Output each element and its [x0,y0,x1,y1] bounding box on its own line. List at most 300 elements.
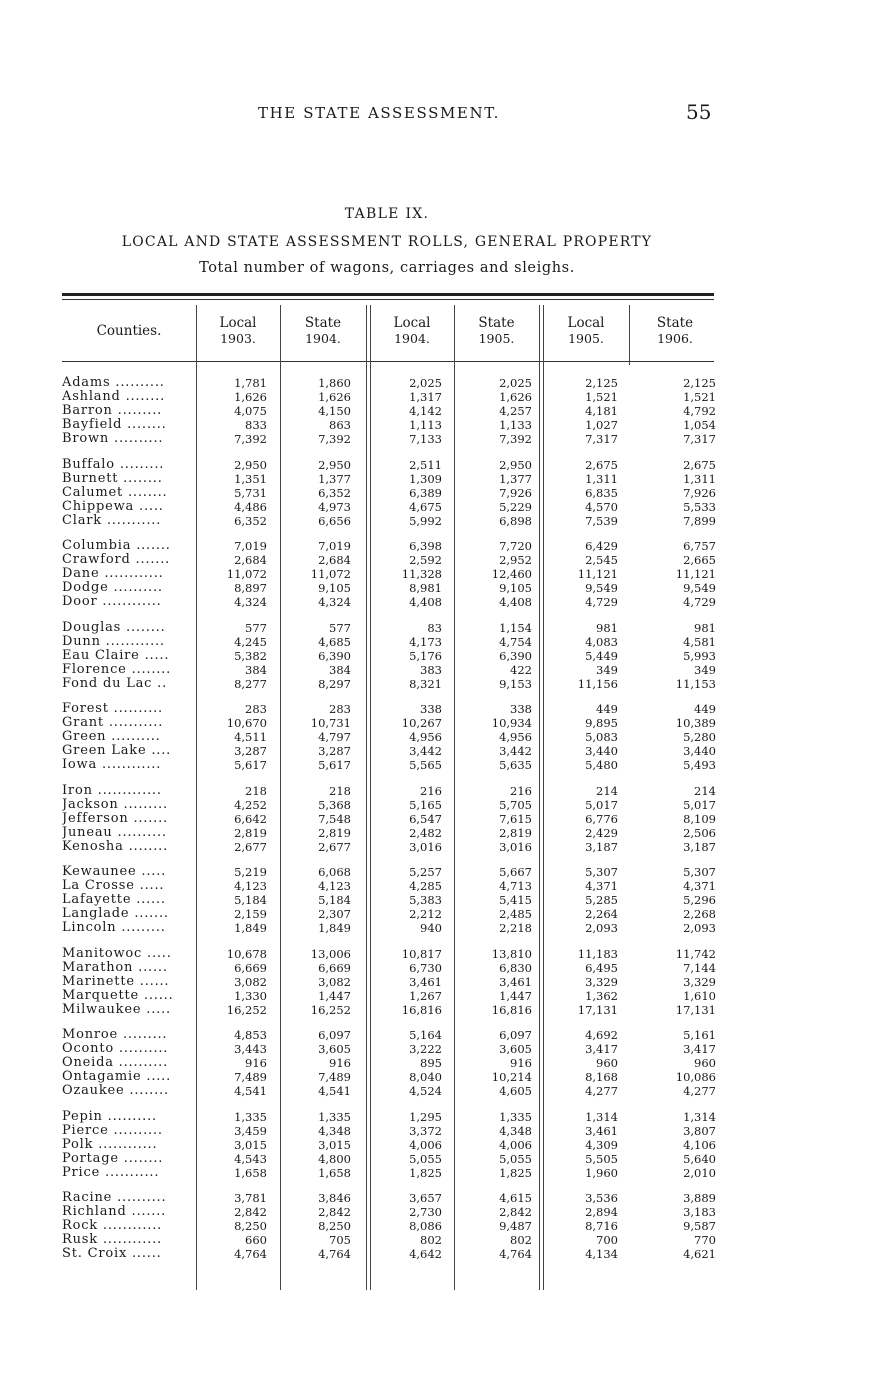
table-cell: 4,685 [318,634,351,649]
table-cell: 4,524 [409,1084,442,1098]
table-cell: 1,781 [234,376,267,390]
table-cell: 5,617 [318,758,351,772]
table-row [62,1138,722,1152]
column-header-state-1904 [280,316,366,346]
table-cell: 4,764 [234,1247,267,1261]
table-row [62,1247,722,1261]
column-header-label: State [656,315,694,331]
table-cell: 11,072 [226,567,267,581]
table-cell: 283 [245,702,267,716]
table-cell: 4,075 [234,404,267,418]
column-header-local-1903 [196,316,280,346]
table-row [62,1084,722,1098]
table-cell: 2,545 [585,553,618,567]
table-row [62,458,722,472]
table-cell: 383 [420,662,442,677]
column-header-counties [62,324,196,339]
county-name: Marquette ...... [62,988,174,1003]
county-name: Grant ........... [62,716,164,730]
table-cell: 4,792 [683,404,716,418]
table-cell: 218 [329,783,351,798]
table-cell: 3,440 [683,744,716,758]
table-cell: 5,164 [409,1028,442,1042]
table-cell: 11,183 [577,946,618,961]
table-cell: 449 [596,702,618,716]
table-cell: 770 [694,1233,716,1247]
table-cell: 4,371 [683,879,716,893]
table-cell: 3,082 [234,974,267,989]
table-cell: 83 [427,620,442,635]
table-cell: 6,390 [499,648,532,663]
column-header-label: State [304,315,342,331]
table-cell: 960 [596,1056,618,1070]
table-cell: 4,277 [683,1084,716,1098]
table-row [62,826,722,840]
table-cell: 5,055 [409,1151,442,1166]
page-number: 55 [686,100,712,124]
table-cell: 1,330 [234,988,267,1003]
table-cell: 2,842 [318,1205,351,1219]
table-cell: 4,348 [499,1123,532,1138]
column-header-local-1904 [370,316,454,346]
table-cell: 1,113 [409,418,442,432]
table-cell: 5,285 [585,893,618,907]
table-cell: 3,781 [234,1191,267,1205]
table-cell: 1,658 [234,1165,267,1180]
table-cell: 5,505 [585,1151,618,1166]
table-cell: 4,675 [409,499,442,514]
table-cell: 214 [694,783,716,798]
county-name: Rock ............ [62,1219,163,1233]
table-cell: 8,109 [683,811,716,826]
table-cell: 3,657 [409,1191,442,1205]
table-row [62,812,722,826]
table-cell: 4,581 [683,634,716,649]
top-rule [62,293,714,296]
table-row [62,1110,722,1124]
county-name: Iron ............. [62,783,162,798]
table-cell: 6,097 [318,1028,351,1042]
table-row [62,907,722,921]
table-cell: 4,511 [234,730,267,744]
table-cell: 4,486 [234,499,267,514]
county-name: Jefferson ....... [62,811,168,826]
table-row [62,961,722,975]
table-cell: 4,729 [683,595,716,609]
table-cell: 7,539 [585,513,618,528]
table-cell: 338 [420,702,442,716]
county-name: Ontagamie ..... [62,1070,172,1084]
table-cell: 1,314 [683,1109,716,1124]
table-cell: 2,842 [234,1205,267,1219]
table-row [62,989,722,1003]
table-cell: 218 [245,783,267,798]
table-row [62,1152,722,1166]
table-cell: 349 [694,662,716,677]
row-group [62,621,722,691]
table-cell: 1,133 [499,418,532,432]
table-cell: 2,506 [683,825,716,840]
table-cell: 7,489 [318,1070,351,1084]
table-cell: 4,713 [499,879,532,893]
table-cell: 4,692 [585,1028,618,1042]
table-cell: 2,212 [409,907,442,921]
table-cell: 1,362 [585,988,618,1003]
county-name: Pierce .......... [62,1123,163,1138]
table-row [62,595,722,609]
table-cell: 2,675 [585,457,618,472]
table-row [62,1233,722,1247]
table-cell: 1,447 [499,988,532,1003]
table-cell: 11,072 [310,567,351,581]
table-row [62,1191,722,1205]
table-cell: 2,819 [499,825,532,840]
table-cell: 5,383 [409,893,442,907]
table-cell: 3,536 [585,1191,618,1205]
table-cell: 5,493 [683,758,716,772]
table-row [62,893,722,907]
county-name: Fond du Lac .. [62,676,168,691]
table-cell: 4,006 [409,1137,442,1152]
table-row [62,432,722,446]
table-cell: 3,082 [318,974,351,989]
table-cell: 3,417 [585,1042,618,1056]
table-cell: 4,257 [499,404,532,418]
table-cell: 3,889 [683,1191,716,1205]
table-cell: 8,040 [409,1070,442,1084]
table-cell: 5,533 [683,499,716,514]
table-cell: 1,377 [318,471,351,486]
table-cell: 6,390 [318,648,351,663]
row-group [62,865,722,935]
table-row [62,486,722,500]
county-name: Eau Claire ..... [62,648,170,663]
table-cell: 4,408 [409,595,442,609]
table-cell: 4,605 [499,1084,532,1098]
column-header-year: 1905. [478,331,515,346]
table-cell: 5,731 [234,485,267,500]
table-cell: 2,268 [683,907,716,921]
table-cell: 6,352 [318,485,351,500]
table-cell: 4,371 [585,879,618,893]
table-cell: 16,816 [491,1002,532,1017]
table-cell: 4,277 [585,1084,618,1098]
table-cell: 11,156 [577,676,618,691]
table-cell: 13,810 [491,946,532,961]
table-cell: 2,218 [499,921,532,935]
table-cell: 2,025 [499,376,532,390]
county-name: Pepin .......... [62,1109,157,1124]
table-cell: 6,495 [585,960,618,975]
table-cell: 4,956 [499,730,532,744]
column-header-local-1905 [543,316,629,346]
table-cell: 7,489 [234,1070,267,1084]
county-name: Dunn ............ [62,634,165,649]
table-cell: 4,173 [409,634,442,649]
table-cell: 3,372 [409,1123,442,1138]
table-cell: 4,800 [318,1151,351,1166]
table-cell: 10,934 [491,716,532,730]
table-cell: 5,083 [585,730,618,744]
table-row [62,635,722,649]
column-header-year: 1903. [220,331,256,346]
table-cell: 10,214 [491,1070,532,1084]
table-cell: 16,252 [310,1002,351,1017]
table-cell: 2,819 [234,825,267,840]
table-cell: 4,642 [409,1247,442,1261]
table-cell: 5,992 [409,513,442,528]
table-row [62,1028,722,1042]
table-cell: 4,309 [585,1137,618,1152]
table-cell: 1,027 [585,418,618,432]
table-cell: 4,543 [234,1151,267,1166]
column-header-year: 1904. [394,331,430,346]
table-cell: 6,547 [409,811,442,826]
table-cell: 2,675 [683,457,716,472]
table-cell: 8,250 [318,1219,351,1233]
county-name: Clark ........... [62,513,162,528]
table-cell: 2,482 [409,825,442,840]
table-row [62,879,722,893]
county-name: Green Lake .... [62,744,172,758]
county-name: Brown .......... [62,432,164,446]
table-cell: 9,549 [585,581,618,595]
table-cell: 7,317 [683,432,716,446]
table-cell: 1,377 [499,471,532,486]
table-cell: 5,705 [499,797,532,812]
table-cell: 4,853 [234,1028,267,1042]
table-cell: 700 [596,1233,618,1247]
table-cell: 338 [510,702,532,716]
table-cell: 2,025 [409,376,442,390]
column-header-state-1905 [454,316,539,346]
table-cell: 4,615 [499,1191,532,1205]
table-cell: 9,895 [585,716,618,730]
table-cell: 4,973 [318,499,351,514]
table-row [62,1219,722,1233]
county-name: La Crosse ..... [62,879,165,893]
table-subtitle: LOCAL AND STATE ASSESSMENT ROLLS, GENERAL PROPERTY [121,234,653,250]
table-cell: 6,898 [499,513,532,528]
table-cell: 5,017 [683,797,716,812]
table-cell: 7,720 [499,539,532,553]
county-name: Juneau .......... [62,825,167,840]
table-cell: 2,665 [683,553,716,567]
table-cell: 802 [510,1233,532,1247]
county-name: Marathon ...... [62,960,168,975]
county-name: Oneida .......... [62,1056,169,1070]
county-name: Jackson ......... [62,797,168,812]
top-rule-thin [62,299,714,300]
table-cell: 6,835 [585,485,618,500]
table-cell: 5,368 [318,797,351,812]
table-cell: 4,150 [318,404,351,418]
table-cell: 2,592 [409,553,442,567]
table-cell: 1,658 [318,1165,351,1180]
table-cell: 8,250 [234,1219,267,1233]
table-cell: 4,142 [409,404,442,418]
table-cell: 9,549 [683,581,716,595]
table-cell: 3,287 [318,744,351,758]
table-cell: 1,447 [318,988,351,1003]
table-cell: 3,015 [318,1137,351,1152]
table-cell: 384 [245,662,267,677]
table-cell: 1,825 [409,1165,442,1180]
table-cell: 6,669 [318,960,351,975]
table-cell: 1,335 [318,1109,351,1124]
table-cell: 283 [329,702,351,716]
table-cell: 4,764 [318,1247,351,1261]
table-cell: 3,183 [683,1205,716,1219]
table-cell: 5,184 [318,893,351,907]
table-cell: 3,605 [499,1042,532,1056]
table-cell: 10,086 [675,1070,716,1084]
table-cell: 3,287 [234,744,267,758]
table-cell: 2,950 [234,457,267,472]
table-cell: 8,168 [585,1070,618,1084]
table-cell: 8,086 [409,1219,442,1233]
table-cell: 9,153 [499,676,532,691]
table-cell: 5,161 [683,1028,716,1042]
table-cell: 4,324 [234,595,267,609]
table-cell: 1,351 [234,471,267,486]
table-cell: 2,684 [318,553,351,567]
table-cell: 2,677 [318,839,351,854]
county-name: Calumet ........ [62,485,168,500]
table-cell: 7,926 [499,485,532,500]
table-row [62,744,722,758]
column-header-state-1906 [629,316,721,346]
table-cell: 3,187 [683,839,716,854]
table-cell: 9,487 [499,1219,532,1233]
table-row [62,500,722,514]
table-cell: 895 [420,1056,442,1070]
table-cell: 5,640 [683,1151,716,1166]
table-cell: 4,083 [585,634,618,649]
table-cell: 4,006 [499,1137,532,1152]
county-name: Dodge .......... [62,581,163,595]
table-cell: 2,677 [234,839,267,854]
table-cell: 4,729 [585,595,618,609]
table-cell: 1,521 [683,390,716,404]
row-group [62,784,722,854]
table-row [62,581,722,595]
table-cell: 5,280 [683,730,716,744]
county-name: Richland ....... [62,1205,167,1219]
table-cell: 7,392 [318,432,351,446]
table-cell: 916 [245,1056,267,1070]
table-cell: 4,541 [234,1084,267,1098]
table-cell: 6,389 [409,485,442,500]
county-name: Polk ............ [62,1137,158,1152]
table-cell: 13,006 [310,946,351,961]
table-cell: 1,311 [683,471,716,486]
table-cell: 2,125 [585,376,618,390]
table-cell: 3,442 [409,744,442,758]
table-cell: 4,252 [234,797,267,812]
table-cell: 2,511 [409,457,442,472]
table-cell: 4,408 [499,595,532,609]
table-cell: 3,440 [585,744,618,758]
table-cell: 4,123 [318,879,351,893]
table-cell: 11,153 [675,676,716,691]
county-name: Rusk ............ [62,1233,163,1247]
county-name: Burnett ........ [62,471,163,486]
table-row [62,1003,722,1017]
table-cell: 4,106 [683,1137,716,1152]
table-cell: 2,485 [499,907,532,921]
table-row [62,514,722,528]
table-cell: 5,480 [585,758,618,772]
table-cell: 3,461 [409,974,442,989]
table-cell: 2,950 [318,457,351,472]
row-group [62,539,722,609]
table-cell: 2,093 [585,921,618,935]
table-cell: 3,459 [234,1123,267,1138]
table-row [62,1166,722,1180]
table-cell: 5,055 [499,1151,532,1166]
table-cell: 17,131 [675,1002,716,1017]
table-row [62,404,722,418]
table-cell: 6,429 [585,539,618,553]
table-cell: 1,849 [318,921,351,935]
table-cell: 6,068 [318,865,351,879]
table-cell: 5,382 [234,648,267,663]
table-cell: 4,764 [499,1247,532,1261]
table-cell: 1,626 [318,390,351,404]
table-cell: 9,587 [683,1219,716,1233]
table-cell: 2,819 [318,825,351,840]
table-cell: 7,392 [499,432,532,446]
table-cell: 214 [596,783,618,798]
column-header-label: Local [393,315,431,331]
table-cell: 3,605 [318,1042,351,1056]
table-row [62,1124,722,1138]
table-cell: 2,842 [499,1205,532,1219]
table-cell: 802 [420,1233,442,1247]
header-rule [62,361,714,362]
row-group [62,1191,722,1261]
table-cell: 7,317 [585,432,618,446]
table-cell: 1,860 [318,376,351,390]
table-cell: 2,264 [585,907,618,921]
table-cell: 3,016 [409,839,442,854]
table-row [62,798,722,812]
table-cell: 422 [510,662,532,677]
table-cell: 8,981 [409,581,442,595]
table-cell: 3,329 [683,974,716,989]
table-cell: 1,295 [409,1109,442,1124]
table-cell: 2,307 [318,907,351,921]
table-cell: 3,329 [585,974,618,989]
table-cell: 5,296 [683,893,716,907]
table-cell: 1,314 [585,1109,618,1124]
table-cell: 2,093 [683,921,716,935]
table-row [62,975,722,989]
table-cell: 3,443 [234,1042,267,1056]
table-cell: 4,754 [499,634,532,649]
county-name: Racine .......... [62,1191,167,1205]
table-row [62,730,722,744]
table-cell: 7,144 [683,960,716,975]
table-cell: 5,667 [499,865,532,879]
table-cell: 7,019 [318,539,351,553]
table-cell: 1,267 [409,988,442,1003]
county-name: Lafayette ...... [62,893,166,907]
table-cell: 3,222 [409,1042,442,1056]
table-cell: 10,817 [401,946,442,961]
column-header-label: Local [567,315,605,331]
